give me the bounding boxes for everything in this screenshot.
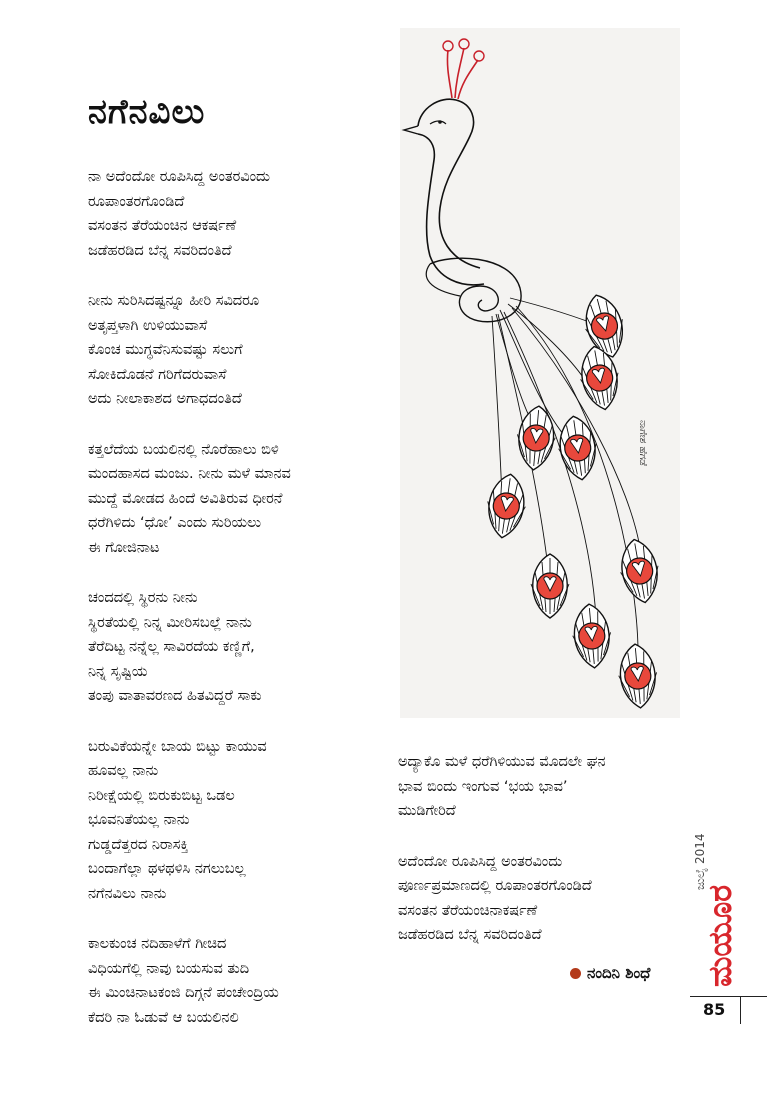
stanza-2 (88, 289, 388, 412)
poem-line: ರೂಪಾಂತರಗೊಂಡಿದೆ (88, 193, 185, 210)
poem-line: ಮುದ್ದೆ ಮೋಡದ ಹಿಂದೆ ಅವಿತಿರುವ ಧೀರನೆ (88, 490, 283, 507)
stanza-8 (398, 850, 698, 948)
poem-line: ಮುಡಿಗೇರಿದೆ (398, 803, 456, 819)
poem-line: ಭೂವನಿತೆಯಲ್ಲ ನಾನು (88, 812, 190, 828)
poem-line: ನಾ ಅದೆಂದೋ ರೂಪಿಸಿದ್ದ ಅಂತರವಿಂದು (88, 169, 270, 185)
poem-line: ಕತ್ತಲೆದೆಯ ಬಯಲಿನಲ್ಲಿ ನೊರೆಹಾಲು ಬಿಳಿ (88, 441, 279, 458)
poem-line: ಈ ಗೋಜಿನಾಟ (88, 539, 160, 556)
poem-title: ನಗೆನವಿಲು (88, 92, 206, 132)
poem-line: ಧರೆಗಿಳಿದು ‘ಧೋ’ ಎಂದು ಸುರಿಯಲು (88, 515, 262, 531)
peacock-drawing (400, 28, 680, 718)
poem-line: ವಿಧಿಯಗೆಲ್ಲಿ ನಾವು ಬಯಸುವ ತುದಿ (88, 960, 250, 977)
poem-line: ತೆರೆದಿಟ್ಟ ನನ್ನೆಲ್ಲ ಸಾವಿರದೆಯ ಕಣ್ಣಿಗೆ, (88, 639, 255, 655)
poem-left-column (88, 165, 388, 1056)
poem-line: ವಸಂತನ ತೆರೆಯಂಚಿನ ಆಕರ್ಷಣೆ (88, 218, 237, 234)
poem-line: ನಿನ್ನ ಸೃಷ್ಟಿಯ (88, 663, 148, 680)
poem-line: ಸೋಕಿದೊಡನೆ ಗರಿಗೆದರುವಾಸೆ (88, 366, 227, 383)
artist-signature: ನಾಗೇಶ ಹೆಗಡೆ (637, 420, 648, 466)
magazine-logo: ಮಯೂರ (701, 884, 739, 987)
poem-line: ಕಾಲಕುಂಚ ನದಿಹಾಳೆಗೆ ಗೀಚಿದ (88, 936, 227, 952)
poem-line: ಅದ್ಯಾಕೊ ಮಳೆ ಧರೆಗಿಳಿಯುವ ಮೊದಲೇ ಘನ (398, 754, 606, 770)
page-number: 85 (703, 1000, 726, 1019)
poem-line: ಅತೃಪ್ತಳಾಗಿ ಉಳಿಯುವಾಸೆ (88, 317, 208, 334)
poem-line: ನೀನು ಸುರಿಸಿದಷ್ಟನ್ನೂ ಹೀರಿ ಸವಿದರೂ (88, 293, 260, 309)
stanza-4 (88, 586, 388, 709)
poem-line: ಬರುವಿಕೆಯನ್ನೇ ಬಾಯ ಬಿಟ್ಟು ಕಾಯುವ (88, 738, 267, 755)
stanza-5 (88, 735, 388, 907)
poem-line: ನಗೆನವಿಲು ನಾನು (88, 885, 167, 902)
stanza-3 (88, 438, 388, 561)
poem-right-column (398, 750, 698, 974)
magazine-brand (700, 884, 740, 987)
poem-line: ಪೂರ್ಣಪ್ರಮಾಣದಲ್ಲಿ ರೂಪಾಂತರಗೊಂಡಿದೆ (398, 878, 592, 894)
poem-line: ಭಾವ ಬಿಂದು ಇಂಗುವ ‘ಭಯ ಭಾವ’ (398, 778, 568, 795)
poem-line: ಜಡೆಹರಡಿದ ಬೆನ್ನ ಸವರಿದಂತಿದೆ (88, 242, 232, 259)
poem-line: ಬಂದಾಗೆಲ್ಲಾ ಥಳಥಳಿಸಿ ನಗಲುಬಲ್ಲ (88, 861, 246, 877)
poem-line: ಕೊಂಚ ಮುಗ್ಧವೆನಿಸುವಷ್ಟು ಸಲುಗೆ (88, 342, 243, 358)
poem-line: ಸ್ಥಿರತೆಯಲ್ಲಿ ನಿನ್ನ ಮೀರಿಸಬಲ್ಲೆ ನಾನು (88, 614, 252, 631)
poem-line: ಅದು ನೀಲಾಕಾಶದ ಅಗಾಧದಂತಿದೆ (88, 391, 242, 407)
author-credit (570, 964, 650, 982)
bullet-icon (570, 968, 581, 979)
poem-line: ಗುಡ್ಡದೆತ್ತರದ ನಿರಾಸಕ್ತಿ (88, 836, 189, 853)
poem-line: ಕೆದರಿ ನಾ ಓಡುವೆ ಆ ಬಯಲಿನಲಿ (88, 1009, 239, 1026)
stanza-6 (88, 932, 388, 1030)
poem-line: ಜಡೆಹರಡಿದ ಬೆನ್ನ ಸವರಿದಂತಿದೆ (398, 927, 542, 943)
author-name: ನಂದಿನಿ ಶಿಂಧೆ (587, 964, 651, 982)
poem-line: ಚಂದದಲ್ಲಿ ಸ್ಥಿರನು ನೀನು (88, 590, 198, 606)
poem-line: ವಸಂತನ ತೆರೆಯಂಚಿನಾಕರ್ಷಣೆ (398, 902, 538, 919)
poem-line: ತಂಪು ವಾತಾವರಣದ ಹಿತವಿದ್ದರೆ ಸಾಕು (88, 688, 262, 704)
poem-line: ಈ ಮಿಂಚಿನಾಟಕಂಜಿ ದಿಗ್ಗನೆ ಪಂಚೇಂದ್ರಿಯ (88, 985, 279, 1001)
stanza-7 (398, 750, 698, 824)
footer-rule-vertical (740, 996, 741, 1024)
footer-rule (690, 996, 767, 997)
poem-line: ಅದೆಂದೋ ರೂಪಿಸಿದ್ದ ಅಂತರವಿಂದು (398, 853, 563, 870)
issue-date: ಜುಲೈ 2014 (693, 833, 707, 890)
poem-line: ಮಂದಹಾಸದ ಮಂಜು. ನೀನು ಮಳೆ ಮಾನವ (88, 466, 291, 482)
stanza-1 (88, 165, 388, 263)
peacock-illustration (400, 28, 680, 718)
poem-line: ನಿರೀಕ್ಷೆಯಲ್ಲಿ ಬಿರುಕುಬಿಟ್ಟ ಒಡಲ (88, 787, 235, 804)
poem-line: ಹೂವಲ್ಲ ನಾನು (88, 763, 159, 779)
